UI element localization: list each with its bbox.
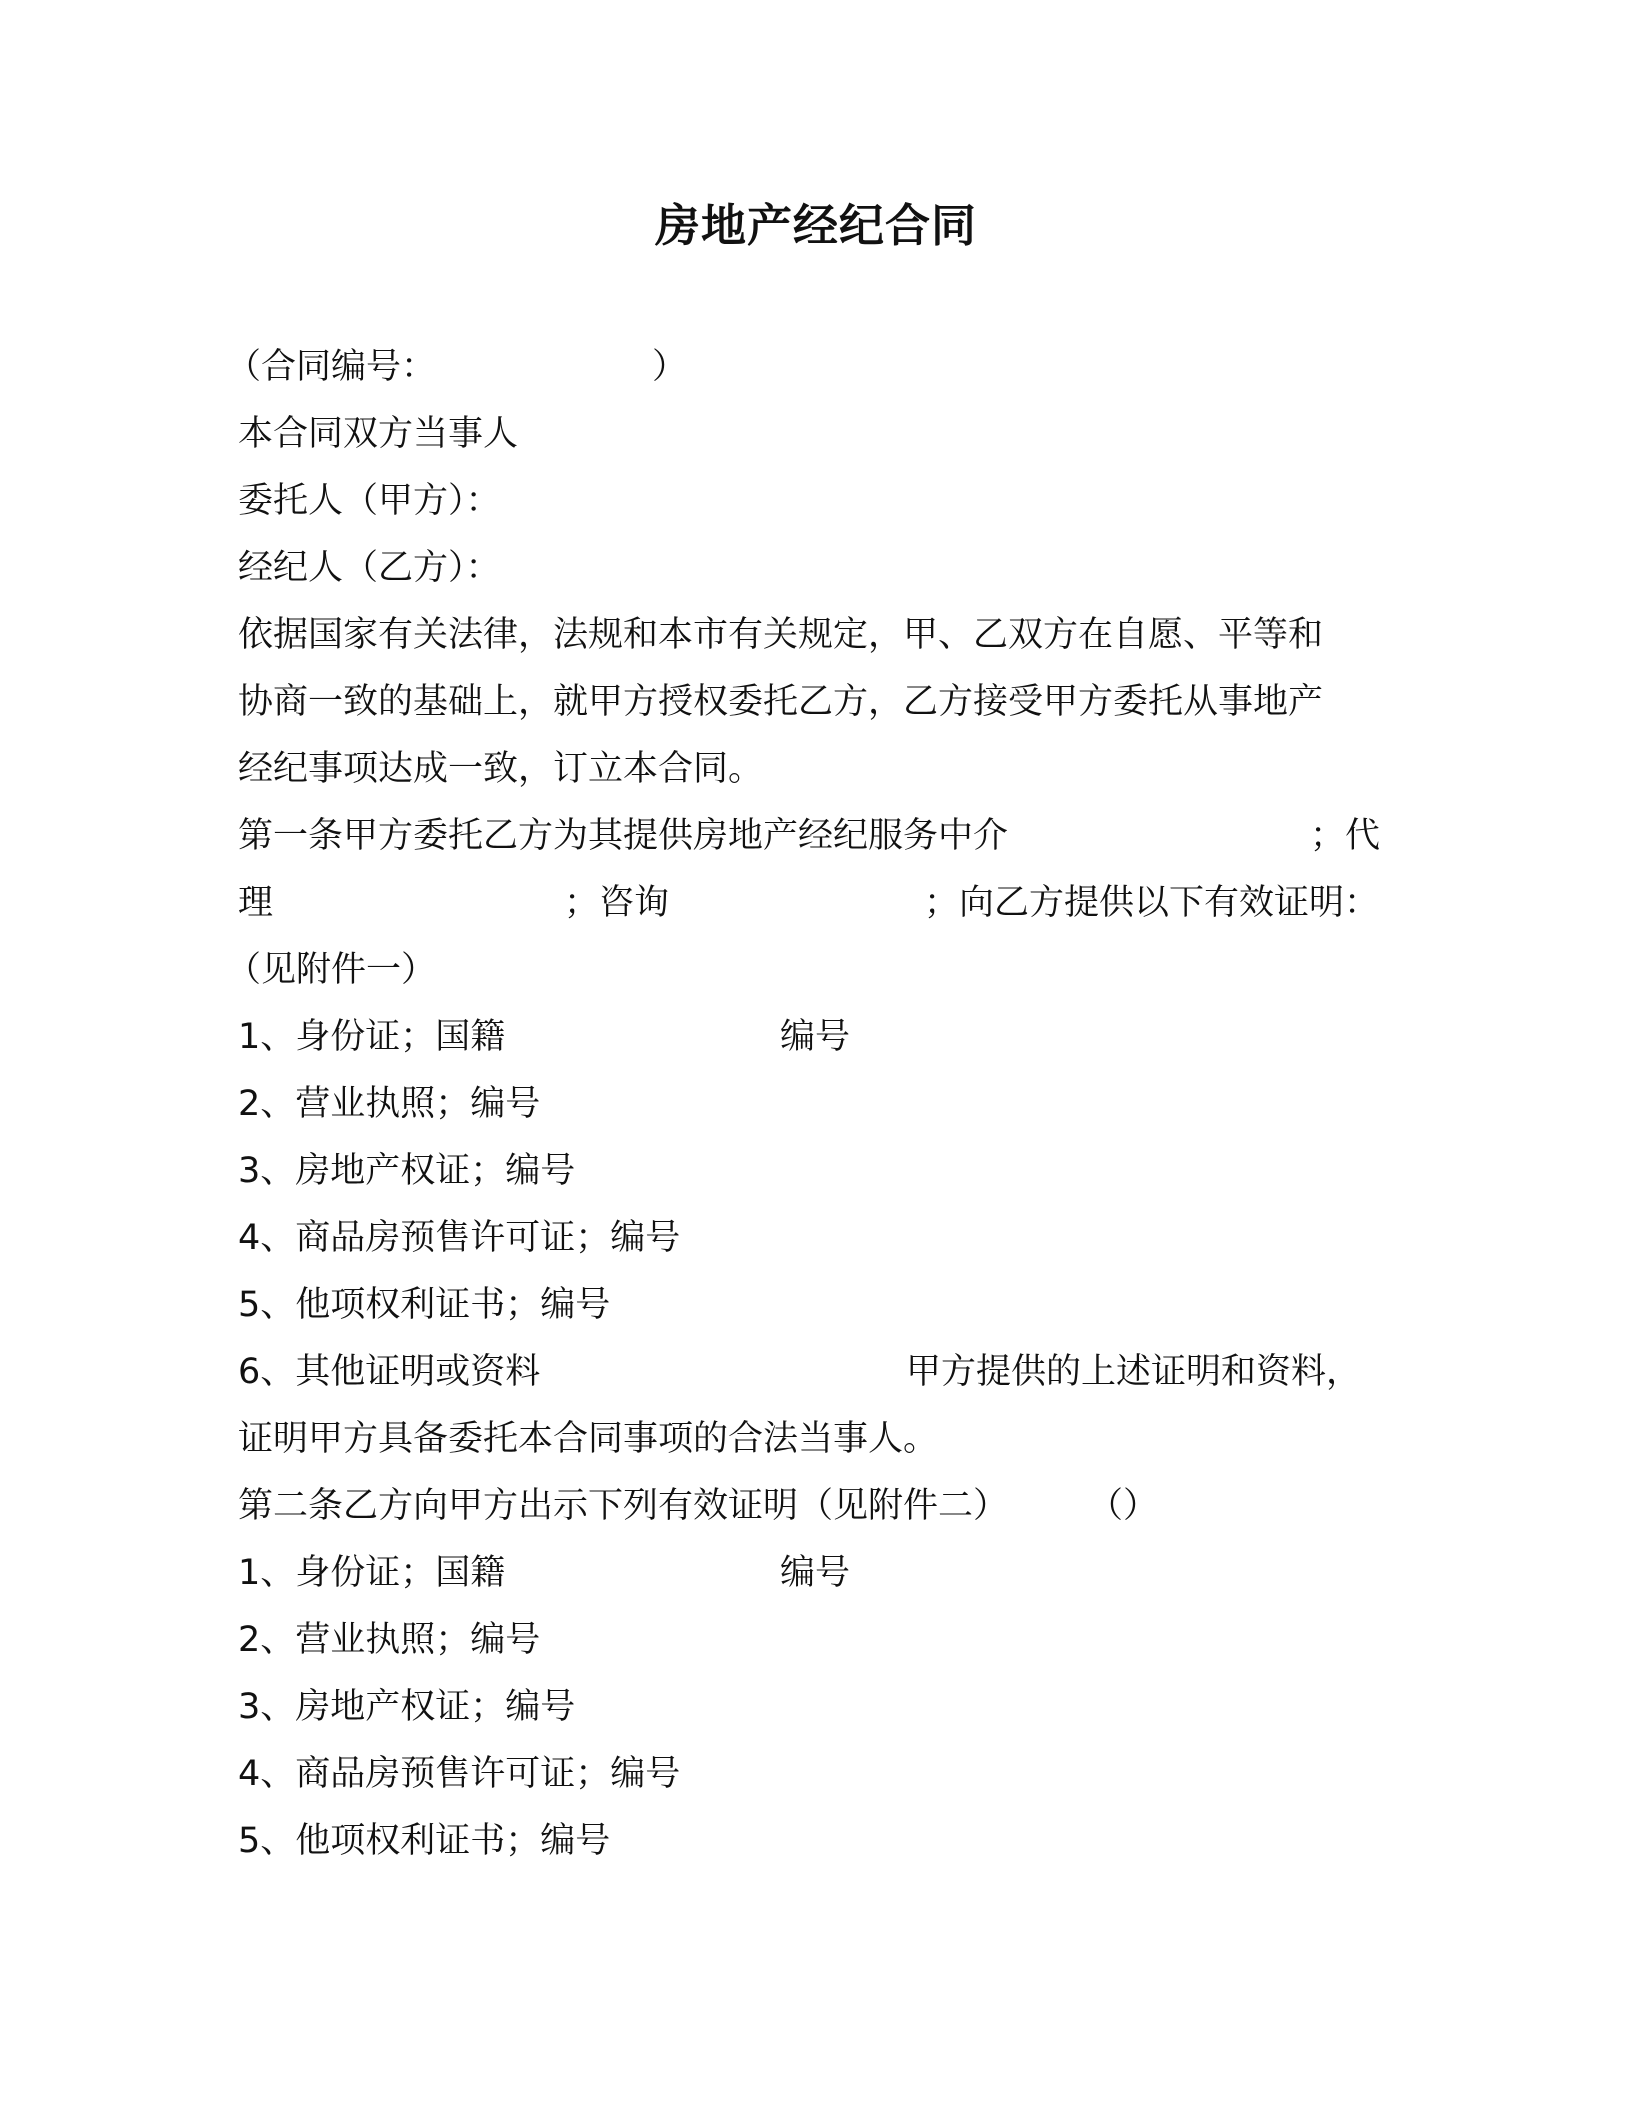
article1-documents-intro: ；向乙方提供以下有效证明：	[924, 883, 1380, 923]
contract-number-label: （合同编号：	[226, 347, 437, 387]
party-a-line: 委托人（甲方）：	[238, 481, 501, 521]
article1-item-3: 3、房地产权证；编号	[238, 1151, 576, 1191]
article1-attachment-ref: （见附件一）	[226, 950, 437, 990]
intro-line-3: 经纪事项达成一致，订立本合同。	[238, 749, 764, 789]
article1-item-2: 2、营业执照；编号	[238, 1084, 541, 1124]
item-text: 6、其他证明或资料	[238, 1352, 541, 1392]
article1-agency-label: ；代	[1310, 816, 1381, 856]
article2-heading-paren: （）	[1088, 1486, 1159, 1526]
article2-item-2: 2、营业执照；编号	[238, 1620, 541, 1660]
item-number-label: 编号	[780, 1553, 851, 1593]
intro-line-1: 依据国家有关法律，法规和本市有关规定，甲、乙双方在自愿、平等和	[238, 615, 1324, 655]
item-text: 1、身份证；国籍	[238, 1553, 506, 1593]
article1-agency-cont: 理	[238, 883, 274, 923]
article2-item-3: 3、房地产权证；编号	[238, 1687, 576, 1727]
article1-conclusion: 证明甲方具备委托本合同事项的合法当事人。	[238, 1419, 939, 1459]
article2-item-5: 5、他项权利证书；编号	[238, 1821, 611, 1861]
article1-item-5: 5、他项权利证书；编号	[238, 1285, 611, 1325]
article1-consult-label: ；咨询	[564, 883, 670, 923]
article1-item-4: 4、商品房预售许可证；编号	[238, 1218, 681, 1258]
item-6-continuation: 甲方提供的上述证明和资料，	[906, 1352, 1362, 1392]
article2-heading-text: 第二条乙方向甲方出示下列有效证明（见附件二）	[238, 1486, 1009, 1526]
article1-intro-text: 第一条甲方委托乙方为其提供房地产经纪服务中介	[238, 816, 1009, 856]
item-text: 1、身份证；国籍	[238, 1017, 506, 1057]
party-b-line: 经纪人（乙方）：	[238, 548, 501, 588]
parties-heading: 本合同双方当事人	[238, 414, 519, 454]
item-number-label: 编号	[780, 1017, 851, 1057]
document-title: 房地产经纪合同	[654, 199, 977, 252]
article2-item-4: 4、商品房预售许可证；编号	[238, 1754, 681, 1794]
contract-number-close: ）	[652, 347, 688, 387]
intro-line-2: 协商一致的基础上，就甲方授权委托乙方，乙方接受甲方委托从事地产	[238, 682, 1324, 722]
